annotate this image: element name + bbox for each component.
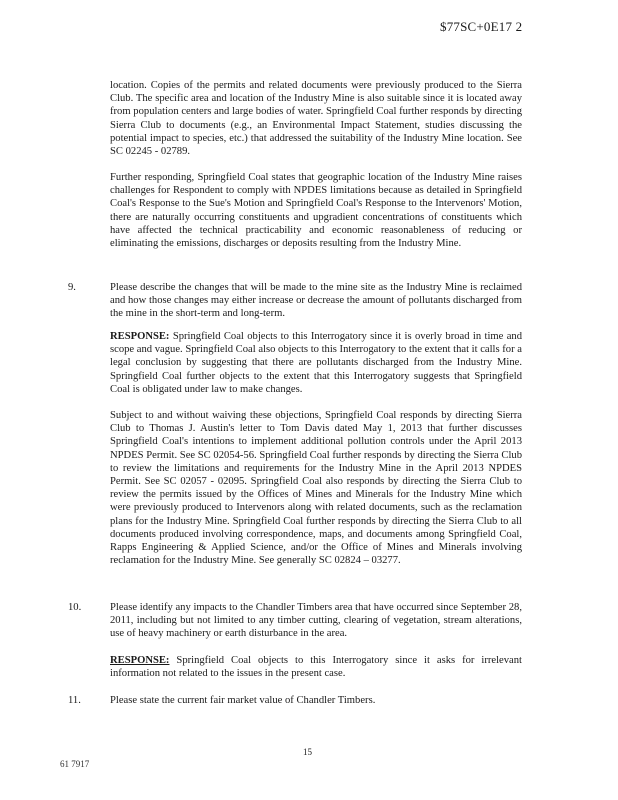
footer-code: 61 7917: [60, 759, 90, 769]
paragraph-further-responding: Further responding, Springfield Coal states that geographic location of the Industry Mine raises challenges for Respondent to comply with NPDES limitations because as detailed in Springfield Coal's Response to the Sue's Motion and Springfield Coal's Response to the Intervenors' Motion, there are naturally occurring constituents and upgradient concentrations of constituents which have affected the technical practicability and economic reasonableness of reducing or eliminating the emissions, discharges or deposits resulting from the Industry Mine.: [110, 172, 522, 250]
question-9-followup: Subject to and without waiving these objections, Springfield Coal responds by directing Sierra Club to Thomas J. Austin's letter to Tom Davis dated May 1, 2013 that further discusses Springfield Coal's intentions to implement additional pollution controls under the April 2013 NPDES Permit. See SC 02054-56. Springfield Coal further responds by directing the Sierra Club to review the limitations and requirements for the Industry Mine in the April 2013 NPDES Permit. See SC 02057 - 02095. Springfield Coal also responds by directing the Sierra Club to review the permits issued by the Offices of Mines and Minerals for the Industry Mine which were previously produced to Intervenors along with related documents, such as the reclamation plans for the Industry Mine. Springfield Coal further responds by directing the Sierra Club to all documents produced involving correspondence, maps, and documents among Springfield Coal, Rapps Engineering & Applied Science, and/or the Office of Mines and Minerals involving reclamation for the Industry Mine. See generally SC 02824 – 03277.: [110, 410, 522, 567]
paragraph-location: location. Copies of the permits and related documents were previously produced to the Sierra Club. The specific area and location of the Industry Mine is also suitable since it is located away from population centers and large bodies of water. Springfield Coal further responds by directing Sierra Club to documents (e.g., an Environmental Impact Statement, studies discussing the potential impact to species, etc.) that addressed the suitability of the Industry Mine location. See SC 02245 - 02789.: [110, 80, 522, 158]
question-9-response: [110, 330, 522, 396]
question-10-text: Please identify any impacts to the Chandler Timbers area that have occurred since September 28, 2011, including but not limited to any timber cutting, clearing of vegetation, stream alterations, use of heavy machinery or earth disturbance in the area.: [110, 602, 522, 640]
bates-number: $77SC+0E17 2: [440, 19, 523, 34]
page-number: 15: [303, 747, 312, 757]
question-10-number: 10.: [68, 602, 82, 613]
question-9-number: 9.: [68, 282, 76, 293]
question-11-number: 11.: [68, 695, 81, 706]
response-label: RESPONSE:: [110, 655, 170, 666]
response-label: RESPONSE:: [110, 331, 170, 342]
question-10-response: [110, 654, 522, 680]
response-text: Springfield Coal objects to this Interrogatory since it asks for irrelevant information not related to the issues in the present case.: [110, 655, 522, 680]
question-9-text: Please describe the changes that will be made to the mine site as the Industry Mine is reclaimed and how those changes may either increase or decrease the amount of pollutants discharged from the mine in the short-term and long-term.: [110, 282, 522, 320]
response-text: Springfield Coal objects to this Interrogatory since it is overly broad in time and scope and vague. Springfield Coal also objects to this Interrogatory to the extent that it calls for a legal conclusion by suggesting that there are pollutants discharged from the Industry Mine. Springfield Coal further objects to the extent that this Interrogatory suggests that Springfield Coal is obligated under law to make changes.: [110, 331, 522, 395]
question-11-text: Please state the current fair market value of Chandler Timbers.: [110, 695, 376, 706]
